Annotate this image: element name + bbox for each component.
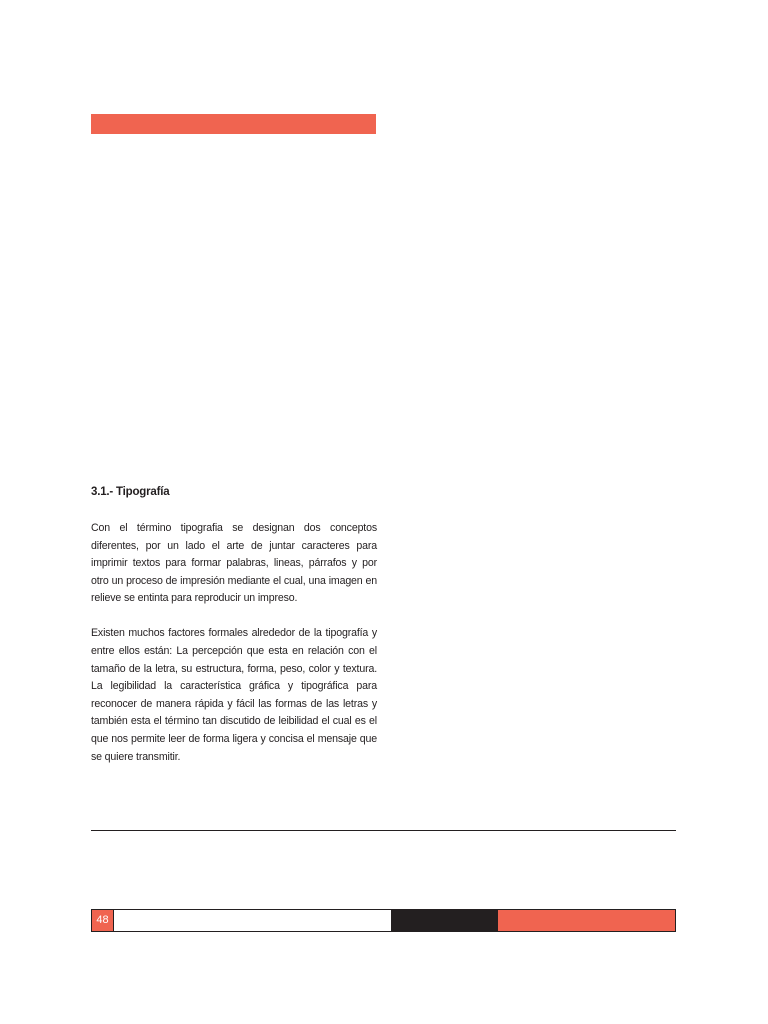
paragraph-2: Existen muchos factores formales alrededor de la tipografía y entre ellos están: La percepción que esta en relación con el tamaño de la letra, su estructura, forma, peso, color y textura. La legibilidad la característica gráfica y tipográfica para reconocer de manera rápida y fácil las formas de las letras y también esta el término tan discutido de leibilidad el cual es el que nos permite leer de forma ligera y concisa el mensaje que se quiere transmitir. bbox=[91, 627, 377, 763]
footer-spacer bbox=[113, 910, 391, 931]
page-number: 48 bbox=[92, 910, 113, 931]
horizontal-rule bbox=[91, 830, 676, 831]
header-accent-bar bbox=[91, 114, 376, 134]
footer-bar bbox=[91, 909, 676, 932]
paragraph-1: Con el término tipografia se designan dos conceptos diferentes, por un lado el arte de juntar caracteres para imprimir textos para formar palabras, lineas, párrafos y por otro un proceso de impresión mediante el cual, una imagen en relieve se entinta para reproducir un impreso. bbox=[91, 522, 377, 605]
footer-accent-block bbox=[498, 910, 675, 931]
body-text bbox=[91, 520, 377, 784]
footer-dark-block bbox=[391, 910, 498, 931]
section-heading: 3.1.- Tipografía bbox=[91, 486, 170, 498]
